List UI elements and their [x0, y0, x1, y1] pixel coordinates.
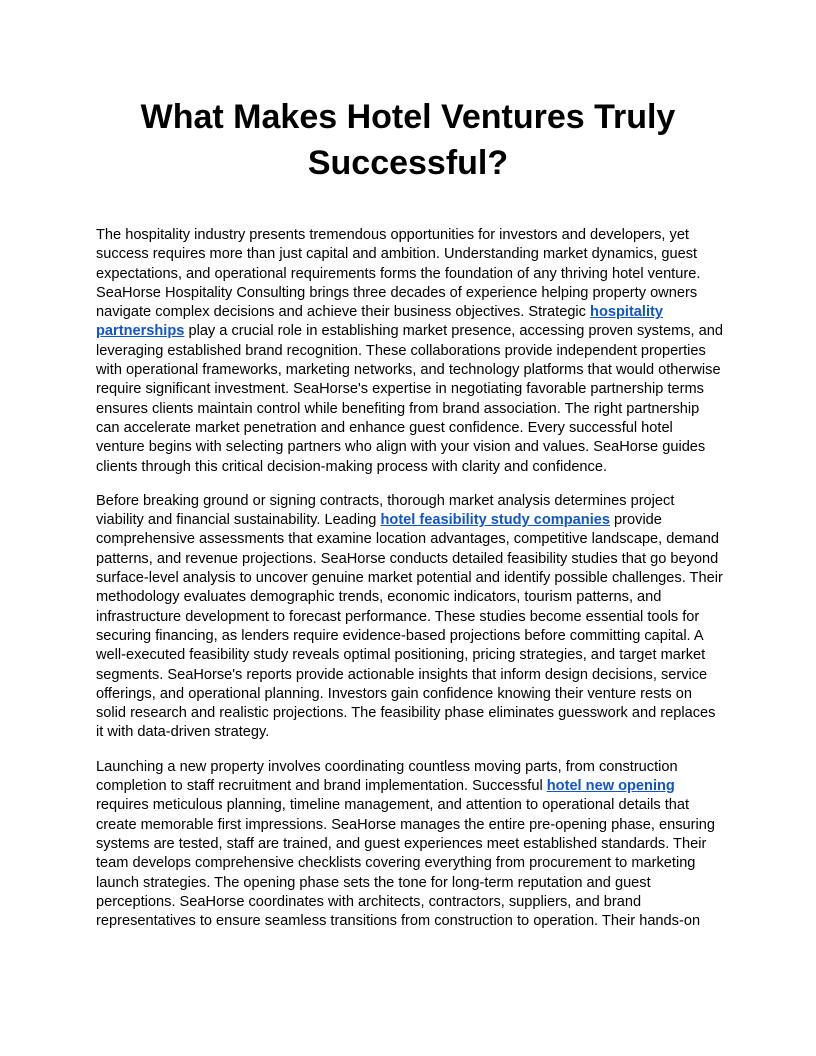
paragraph-text: requires meticulous planning, timeline management, and attention to operational details that create memorable first impressions. SeaHorse manages the entire pre-opening phase, ensuring systems are tested, staff are trained, and guest experiences meet established standards. Their team develops comprehensive checklists covering everything from procurement to marketing launch strategies. The opening phase sets the tone for long-term reputation and guest perceptions. SeaHorse coordinates with architects, contractors, suppliers, and brand representatives to ensure seamless transitions from construction to operation. Their hands-on — [96, 797, 715, 930]
hotel-new-opening-link[interactable]: hotel new opening — [546, 778, 675, 795]
paragraph-text: play a crucial role in establishing market presence, accessing proven systems, and leveraging established brand recognition. These collaborations provide independent properties with operational frameworks, marketing networks, and technology platforms that would otherwise require significant investment. SeaHorse's expertise in negotiating favorable partnership terms ensures clients maintain control while benefiting from brand association. The right partnership can accelerate market penetration and enhance guest confidence. Every successful hotel venture begins with selecting partners who align with your vision and values. SeaHorse guides clients through this critical decision-making process with clarity and confidence. — [96, 323, 724, 475]
paragraph-opening — [96, 758, 724, 932]
hotel-feasibility-study-companies-link[interactable]: hotel feasibility study companies — [380, 512, 610, 529]
paragraph-feasibility — [96, 492, 724, 743]
paragraph-partnerships — [96, 226, 724, 477]
paragraph-text: Before breaking ground or signing contracts, thorough market analysis determines project viability and financial sustainability. Leading — [96, 492, 675, 529]
paragraph-text: provide comprehensive assessments that examine location advantages, competitive landscape, demand patterns, and revenue projections. SeaHorse conducts detailed feasibility studies that go beyond surface-level analysis to uncover genuine market potential and identify possible challenges. Their methodology evaluates demographic trends, economic indicators, tourism patterns, and infrastructure development to forecast performance. These studies become essential tools for securing financing, as lenders require evidence-based projections before committing capital. A well-executed feasibility study reveals optimal positioning, pricing strategies, and target market segments. SeaHorse's reports provide actionable insights that inform design decisions, service offerings, and operational planning. Investors gain confidence knowing their venture rests on solid research and realistic projections. The feasibility phase eliminates guesswork and replaces it with data-driven strategy. — [96, 512, 723, 741]
paragraph-text: The hospitality industry presents tremendous opportunities for investors and developers, yet success requires more than just capital and ambition. Understanding market dynamics, guest expectations, and operational requirements forms the foundation of any thriving hotel venture. SeaHorse Hospitality Consulting brings three decades of experience helping property owners navigate complex decisions and achieve their business objectives. Strategic — [96, 227, 701, 321]
paragraph-text: Launching a new property involves coordinating countless moving parts, from construction completion to staff recruitment and brand implementation. Successful — [96, 758, 678, 795]
hospitality-partnerships-link[interactable]: hospitality partnerships — [96, 304, 664, 340]
article-body — [96, 226, 724, 946]
page-title: What Makes Hotel Ventures Truly Successful? — [140, 98, 676, 182]
